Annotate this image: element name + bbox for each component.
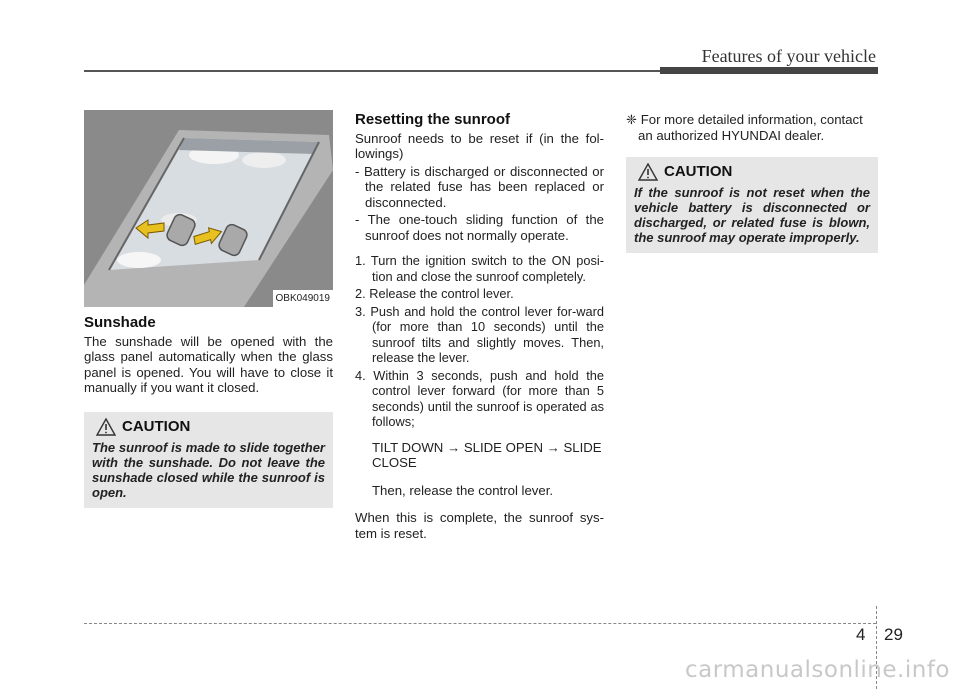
header-rule-accent xyxy=(660,67,878,74)
column-left xyxy=(84,110,333,508)
sequence-text: TILT DOWN → SLIDE OPEN → SLIDE CLOSE xyxy=(372,439,602,470)
step-item: 3. Push and hold the control lever for-ward (for more than 10 seconds) until the sunroof tilts and slightly moves. Then, release the lever. xyxy=(355,303,604,365)
watermark: carmanualsonline.info xyxy=(684,657,950,683)
header-title: Features of your vehicle xyxy=(701,46,876,66)
caution-header xyxy=(96,418,325,436)
list-item: - The one-touch sliding function of the sunroof does not normally operate. xyxy=(355,212,604,243)
complete-text: When this is complete, the sunroof sys-tem is reset. xyxy=(355,510,604,541)
caution-header xyxy=(638,163,870,181)
caution-box-reset xyxy=(626,157,878,253)
step-item: 2. Release the control lever. xyxy=(355,286,514,301)
caution-text: If the sunroof is not reset when the vehicle battery is disconnected or discharged, or related fuse is blown, the sunroof may operate improperly. xyxy=(634,185,870,245)
dealer-note: ❈ For more detailed information, contact an authorized HYUNDAI dealer. xyxy=(626,112,863,143)
caution-title: CAUTION xyxy=(122,417,191,435)
sunroof-photo xyxy=(84,110,333,307)
header-rule xyxy=(84,70,660,72)
figure-code: OBK049019 xyxy=(273,290,334,308)
column-middle xyxy=(355,110,604,541)
sunshade-title: Sunshade xyxy=(84,314,156,331)
warning-triangle-icon xyxy=(638,163,658,181)
step-item: 1. Turn the ignition switch to the ON posi-tion and close the sunroof completely. xyxy=(355,253,604,284)
page-number: 29 xyxy=(884,625,903,644)
caution-box-sunshade xyxy=(84,412,333,508)
caution-title: CAUTION xyxy=(664,163,733,181)
chapter-number: 4 xyxy=(856,625,866,644)
list-item: - Battery is discharged or disconnected or the related fuse has been replaced or disconnected. xyxy=(355,163,604,210)
sunshade-text: The sunshade will be opened with the glass panel automatically when the glass panel is opened. You will have to close it manually if you want it closed. xyxy=(84,333,333,395)
reset-title: Resetting the sunroof xyxy=(355,111,511,128)
step-item: 4. Within 3 seconds, push and hold the control lever forward (for more than 5 seconds) until the sunroof is operated as follows; xyxy=(355,367,604,429)
column-right xyxy=(626,110,878,253)
caution-text: The sunroof is made to slide together with the sunshade. Do not leave the sunshade closed while the sunroof is open. xyxy=(92,439,325,500)
warning-triangle-icon xyxy=(96,418,116,436)
reset-intro: Sunroof needs to be reset if (in the fol-lowings) xyxy=(355,130,604,161)
release-text: Then, release the control lever. xyxy=(372,482,554,498)
sunroof-illustration xyxy=(84,110,333,307)
footer-rule xyxy=(84,623,876,624)
